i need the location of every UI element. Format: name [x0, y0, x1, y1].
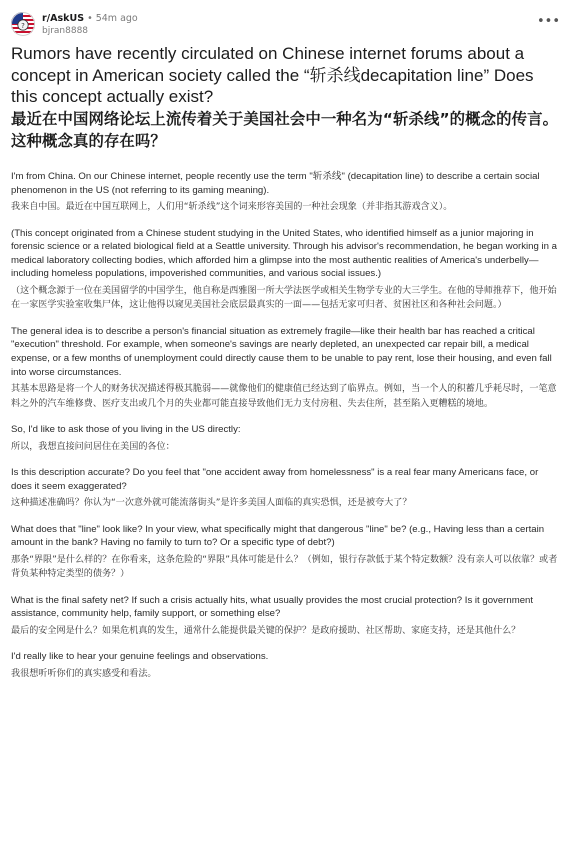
- paragraph-7-english: What is the final safety net? If such a crisis actually hits, what usually provides the most crucial protection? Is it government assistance, community help, family support, or something else?: [11, 594, 534, 620]
- paragraph-7-chinese: 最后的安全网是什么？如果危机真的发生，通常什么能提供最关键的保护？是政府援助、社区帮助、家庭支持，还是其他什么？: [11, 625, 521, 636]
- paragraph-4-chinese: 所以，我想直接问问居住在美国的各位：: [11, 441, 175, 452]
- paragraph-2-chinese: （这个概念源于一位在美国留学的中国学生，他自称是西雅图一所大学法医学或相关生物学专业的大三学生。在他的导师推荐下，他开始在一家医学实验室收集尸体，这让他得以窥见美国社会底层最真实的一面——包括无家可归者、贫困社区和各种社会问题。）: [11, 285, 557, 311]
- post-title-english: Rumors have recently circulated on Chinese internet forums about a concept in American society called the “斩杀线decapitation line” Does this concept actually exist?: [11, 44, 534, 106]
- paragraph-6-english: What does that "line" look like? In your view, what specifically might that dangerous "line" be? (e.g., Having less than a certain amount in the bank? Having no family to turn to? Or a specific type of debt?): [11, 523, 545, 549]
- paragraph-8-chinese: 我很想听听你们的真实感受和看法。: [11, 668, 157, 679]
- paragraph-3-english: The general idea is to describe a person's financial situation as extremely fragile—like their health bar has reached a critical "execution" threshold. For example, when someone's savings are nearly depleted, an unexpected car repair bill, a medical expense, or a few months of unemployment could directly cause them to be unable to pay rent, lose their housing, and even fall into worse circumstances.: [11, 325, 552, 378]
- subreddit-avatar[interactable]: [11, 12, 35, 36]
- svg-text:?: ?: [21, 22, 25, 30]
- ellipsis-icon: •••: [537, 14, 561, 29]
- more-options-button[interactable]: [537, 12, 559, 34]
- paragraph-1-english: I'm from China. On our Chinese internet, people recently use the term "斩杀线" (decapitation line) to describe a certain social phenomenon in the US (not referring to its gaming meaning).: [11, 171, 540, 196]
- paragraph-8-english: I'd really like to hear your genuine feelings and observations.: [11, 651, 269, 663]
- post-body: [11, 170, 560, 681]
- author-link[interactable]: bjran8888: [42, 26, 89, 36]
- post-meta: [42, 13, 138, 37]
- post-title-chinese: 最近在中国网络论坛上流传着关于美国社会中一种名为“斩杀线”的概念的传言。这种概念真的存在吗？: [11, 110, 559, 150]
- paragraph-5-chinese: 这种描述准确吗？你认为“一次意外就可能流落街头”是许多美国人面临的真实恐惧，还是被夸大了？: [11, 498, 412, 509]
- paragraph-2-english: (This concept originated from a Chinese student studying in the United States, who identified himself as a junior majoring in forensic science or a related biological field at a Seattle university. Through his advisor's recommendation, he began working in a medical laboratory collecting bodies, which afforded him a glimpse into the most authentic realities of America's underbelly—including homeless populations, impoverished communities, and various social issues.): [11, 227, 557, 280]
- post-header: [11, 10, 559, 40]
- paragraph-5-english: Is this description accurate? Do you feel that "one accident away from homelessness" is a real fear many Americans face, or does it seem exaggerated?: [11, 466, 539, 492]
- paragraph-1-chinese: 我来自中国。最近在中国互联网上，人们用“斩杀线”这个词来形容美国的一种社会现象（并非指其游戏含义）。: [11, 202, 453, 213]
- paragraph-3-chinese: 其基本思路是将一个人的财务状况描述得极其脆弱——就像他们的健康值已经达到了临界点。例如，当一个人的积蓄几乎耗尽时，一笔意料之外的汽车维修费、医疗支出或几个月的失业都可能直接导致他们无力支付房租、失去住所，甚至陷入更糟糕的境地。: [11, 384, 557, 409]
- paragraph-4-english: So, I'd like to ask those of you living in the US directly:: [11, 423, 241, 435]
- meta-separator: •: [87, 13, 93, 24]
- paragraph-6-chinese: 那条“界限”是什么样的？在你看来，这条危险的“界限”具体可能是什么？（例如，银行存款低于某个特定数额？没有亲人可以依靠？或者背负某种特定类型的债务？）: [11, 554, 558, 580]
- subreddit-link[interactable]: r/AskUS: [42, 13, 85, 24]
- us-flag-icon: [11, 12, 35, 36]
- post-age: 54m ago: [95, 13, 138, 24]
